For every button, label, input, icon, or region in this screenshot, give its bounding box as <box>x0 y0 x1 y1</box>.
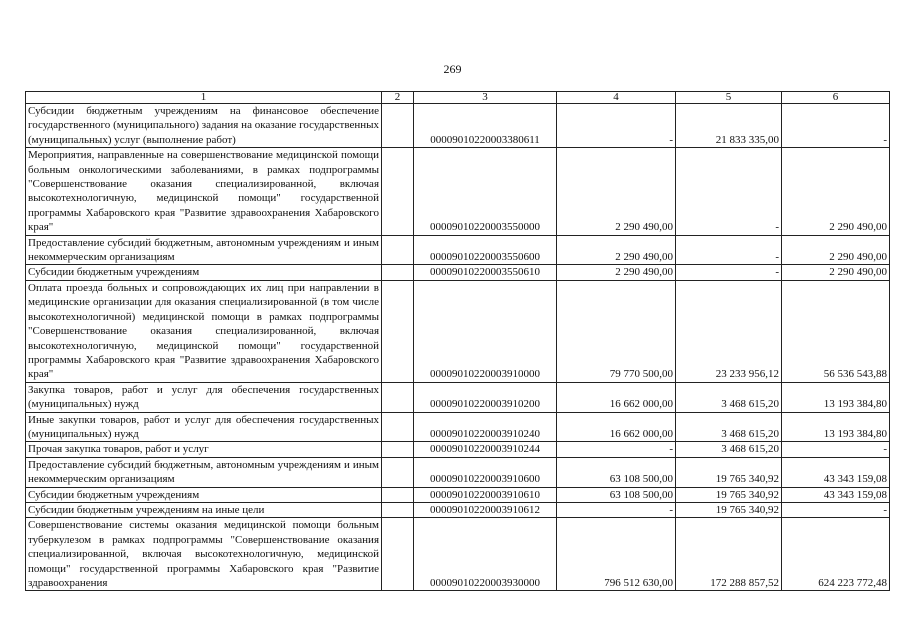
row-col-2 <box>382 518 414 591</box>
header-col-5: 5 <box>676 92 782 104</box>
row-col-5: 19 765 340,92 <box>676 457 782 487</box>
row-col-6: 43 343 159,08 <box>782 487 890 502</box>
table-row <box>26 382 890 412</box>
page-number: 269 <box>443 62 462 76</box>
row-col-5: 21 833 335,00 <box>676 104 782 148</box>
row-col-6: - <box>782 502 890 517</box>
row-code: 00009010220003380611 <box>414 104 557 148</box>
row-name: Предоставление субсидий бюджетным, автономным учреждениям и иным некоммерческим организациям <box>26 457 382 487</box>
row-code: 00009010220003910240 <box>414 412 557 442</box>
table-row <box>26 148 890 235</box>
row-col-5: 19 765 340,92 <box>676 487 782 502</box>
table-row <box>26 457 890 487</box>
row-name: Прочая закупка товаров, работ и услуг <box>26 442 382 457</box>
table-row <box>26 518 890 591</box>
row-col-2 <box>382 265 414 280</box>
row-name: Закупка товаров, работ и услуг для обеспечения государственных (муниципальных) нужд <box>26 382 382 412</box>
row-col-4: - <box>557 442 676 457</box>
row-col-4: 16 662 000,00 <box>557 382 676 412</box>
row-name: Субсидии бюджетным учреждениям <box>26 265 382 280</box>
header-row <box>26 92 890 104</box>
row-code: 00009010220003550600 <box>414 235 557 265</box>
row-name: Предоставление субсидий бюджетным, автономным учреждениям и иным некоммерческим организациям <box>26 235 382 265</box>
row-col-6: - <box>782 104 890 148</box>
row-code: 00009010220003910000 <box>414 280 557 382</box>
row-col-2 <box>382 502 414 517</box>
row-name: Субсидии бюджетным учреждениям на финансовое обеспечение государственного (муниципального) задания на оказание государственных (муниципальных) услуг (выполнение работ) <box>26 104 382 148</box>
row-name: Иные закупки товаров, работ и услуг для обеспечения государственных (муниципальных) нужд <box>26 412 382 442</box>
row-col-2 <box>382 382 414 412</box>
row-col-6: - <box>782 442 890 457</box>
row-col-2 <box>382 412 414 442</box>
header-col-1: 1 <box>26 92 382 104</box>
row-col-5: - <box>676 235 782 265</box>
row-col-2 <box>382 457 414 487</box>
table-row <box>26 412 890 442</box>
row-col-6: 2 290 490,00 <box>782 148 890 235</box>
row-col-6: 13 193 384,80 <box>782 382 890 412</box>
row-col-6: 43 343 159,08 <box>782 457 890 487</box>
row-col-5: 23 233 956,12 <box>676 280 782 382</box>
table-row <box>26 280 890 382</box>
row-name: Субсидии бюджетным учреждениям <box>26 487 382 502</box>
table-row <box>26 442 890 457</box>
row-code: 00009010220003910610 <box>414 487 557 502</box>
row-col-4: 796 512 630,00 <box>557 518 676 591</box>
table-row <box>26 502 890 517</box>
row-col-4: 63 108 500,00 <box>557 487 676 502</box>
row-code: 00009010220003910200 <box>414 382 557 412</box>
row-code: 00009010220003910244 <box>414 442 557 457</box>
row-col-4: 79 770 500,00 <box>557 280 676 382</box>
header-col-4: 4 <box>557 92 676 104</box>
header-col-2: 2 <box>382 92 414 104</box>
row-col-2 <box>382 280 414 382</box>
table-row <box>26 235 890 265</box>
row-col-2 <box>382 487 414 502</box>
row-col-5: - <box>676 148 782 235</box>
row-col-2 <box>382 235 414 265</box>
row-col-6: 56 536 543,88 <box>782 280 890 382</box>
table-row <box>26 265 890 280</box>
row-col-2 <box>382 442 414 457</box>
row-col-6: 624 223 772,48 <box>782 518 890 591</box>
row-code: 00009010220003910612 <box>414 502 557 517</box>
budget-table <box>25 91 890 591</box>
row-col-4: - <box>557 502 676 517</box>
row-col-5: 19 765 340,92 <box>676 502 782 517</box>
row-name: Совершенствование системы оказания медицинской помощи больным туберкулезом в рамках подпрограммы "Совершенствование оказания специализированной, включая высокотехнологичную, медицинской помощи" государственной программы Хабаровского края "Развитие здравоохранения <box>26 518 382 591</box>
row-code: 00009010220003550610 <box>414 265 557 280</box>
row-name: Мероприятия, направленные на совершенствование медицинской помощи больным онкологическими заболеваниями, в рамках подпрограммы "Совершенствование оказания специализированной, включая высокотехнологичную, медицинской помощи" государственной программы Хабаровского края "Развитие здравоохранения Хабаровского края" <box>26 148 382 235</box>
row-col-6: 2 290 490,00 <box>782 235 890 265</box>
row-col-5: 3 468 615,20 <box>676 442 782 457</box>
table-row <box>26 104 890 148</box>
row-code: 00009010220003930000 <box>414 518 557 591</box>
row-col-4: - <box>557 104 676 148</box>
header-col-3: 3 <box>414 92 557 104</box>
row-col-5: 172 288 857,52 <box>676 518 782 591</box>
row-name: Оплата проезда больных и сопровождающих их лиц при направлении в медицинские организации для оказания специализированной (в том числе высокотехнологичной) медицинской помощи в рамках подпрограммы "Совершенствование оказания специализированной, включая высокотехнологичную, медицинской помощи" государственной программы Хабаровского края "Развитие здравоохранения Хабаровского края" <box>26 280 382 382</box>
row-col-5: 3 468 615,20 <box>676 412 782 442</box>
row-code: 00009010220003910600 <box>414 457 557 487</box>
row-col-5: - <box>676 265 782 280</box>
header-col-6: 6 <box>782 92 890 104</box>
row-col-4: 2 290 490,00 <box>557 148 676 235</box>
row-col-5: 3 468 615,20 <box>676 382 782 412</box>
row-col-2 <box>382 104 414 148</box>
table-row <box>26 487 890 502</box>
row-col-4: 63 108 500,00 <box>557 457 676 487</box>
row-col-6: 2 290 490,00 <box>782 265 890 280</box>
row-code: 00009010220003550000 <box>414 148 557 235</box>
row-col-2 <box>382 148 414 235</box>
row-col-4: 16 662 000,00 <box>557 412 676 442</box>
row-name: Субсидии бюджетным учреждениям на иные цели <box>26 502 382 517</box>
row-col-4: 2 290 490,00 <box>557 265 676 280</box>
row-col-6: 13 193 384,80 <box>782 412 890 442</box>
row-col-4: 2 290 490,00 <box>557 235 676 265</box>
